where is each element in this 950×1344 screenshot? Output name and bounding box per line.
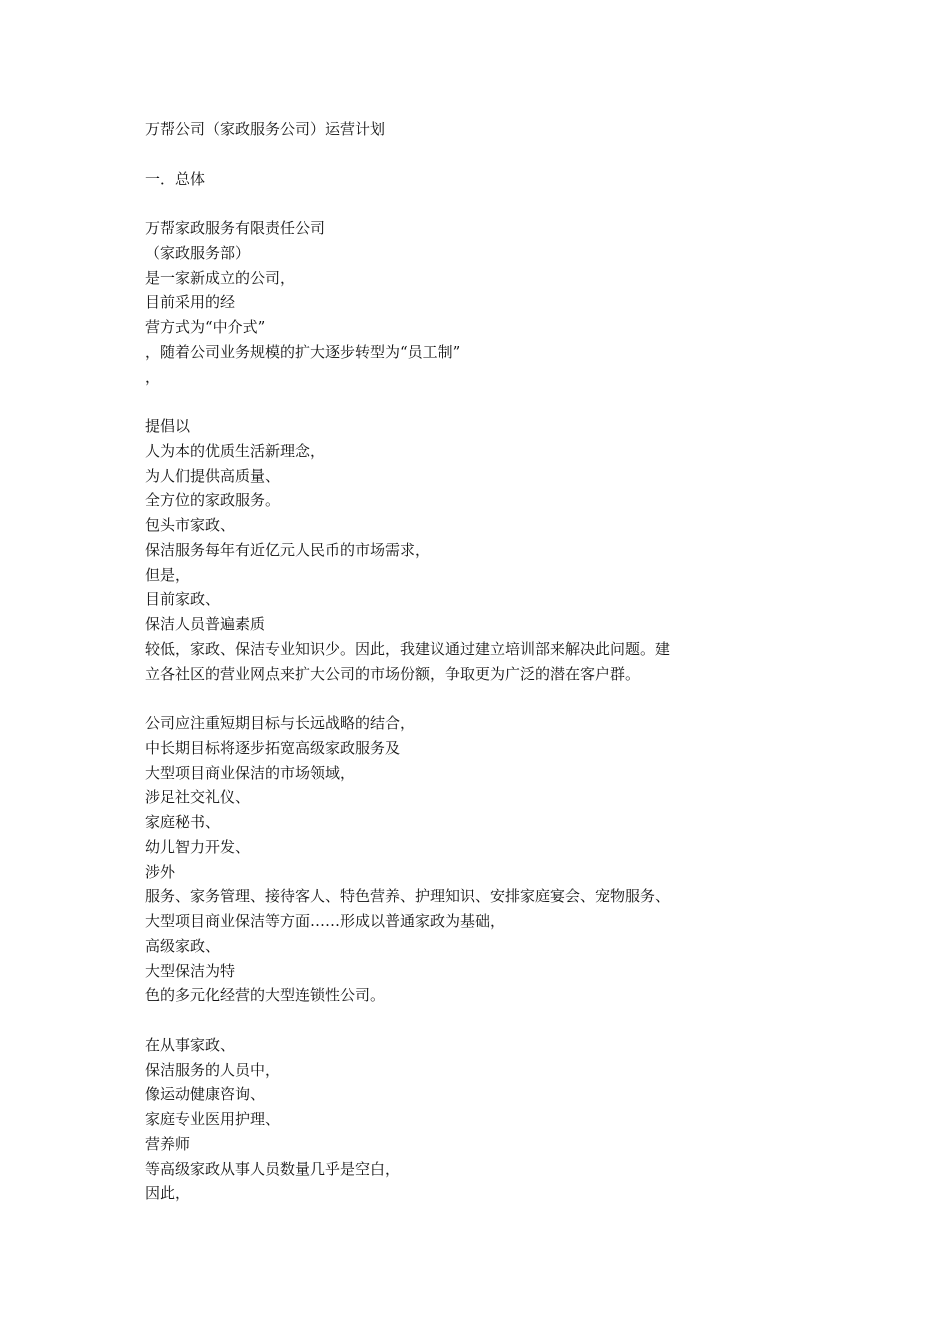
text-line: 营方式为“中介式”: [145, 318, 266, 336]
paragraph-4: [145, 1033, 765, 1206]
document-title: 万帮公司（家政服务公司）运营计划: [145, 120, 386, 138]
text-line: 但是，: [145, 565, 191, 584]
text-line: 为人们提供高质量、: [145, 466, 281, 485]
text-line: 家庭秘书、: [145, 813, 221, 831]
text-line: 像运动健康咨询、: [145, 1085, 266, 1104]
text-line: 等高级家政从事人员数量几乎是空白，: [145, 1159, 401, 1178]
text-line: 立各社区的营业网点来扩大公司的市场份额，争取更为广泛的潜在客户群。: [145, 664, 641, 683]
section-heading: 一．总体: [145, 169, 206, 188]
text-line: 高级家政、: [145, 936, 221, 955]
text-line: 全方位的家政服务。: [145, 491, 281, 510]
text-line: 大型项目商业保洁的市场领域，: [145, 763, 356, 782]
document-page: [145, 117, 765, 1206]
spacer: [145, 1008, 765, 1033]
text-line: 人为本的优质生活新理念，: [145, 441, 326, 460]
text-line: 提倡以: [145, 417, 191, 435]
text-line: 服务、家务管理、接待客人、特色营养、护理知识、安排家庭宴会、宠物服务、: [145, 887, 671, 906]
text-line: 万帮家政服务有限责任公司: [145, 219, 326, 237]
text-line: 因此，: [145, 1184, 191, 1203]
paragraph-1: [145, 216, 765, 389]
paragraph-3: [145, 711, 765, 1008]
text-line: 目前家政、: [145, 590, 221, 609]
text-line: 是一家新成立的公司，: [145, 268, 296, 287]
spacer: [145, 191, 765, 216]
text-line: ，随着公司业务规模的扩大逐步转型为“员工制”: [145, 342, 461, 361]
text-line: （家政服务部）: [145, 243, 251, 262]
text-line: 色的多元化经营的大型连锁性公司。: [145, 986, 386, 1005]
text-line: 保洁服务的人员中，: [145, 1060, 281, 1079]
text-line: 大型保洁为特: [145, 961, 236, 980]
text-line: 家庭专业医用护理、: [145, 1110, 281, 1128]
text-line: 公司应注重短期目标与长远战略的结合，: [145, 714, 416, 732]
text-line: 目前采用的经: [145, 293, 236, 312]
text-line: 营养师: [145, 1134, 191, 1153]
text-line: 较低，家政、保洁专业知识少。因此，我建议通过建立培训部来解决此问题。建: [145, 639, 671, 658]
spacer: [145, 389, 765, 414]
text-line: 涉外: [145, 862, 176, 881]
spacer: [145, 686, 765, 711]
spacer: [145, 142, 765, 167]
text-line: 涉足社交礼仪、: [145, 788, 251, 807]
paragraph-2: [145, 414, 765, 686]
text-line: 保洁人员普遍素质: [145, 615, 266, 633]
text-line: ，: [145, 367, 161, 386]
text-line: 包头市家政、: [145, 516, 236, 534]
text-line: 中长期目标将逐步拓宽高级家政服务及: [145, 738, 401, 757]
text-line: 幼儿智力开发、: [145, 837, 251, 856]
text-line: 大型项目商业保洁等方面……形成以普通家政为基础，: [145, 912, 506, 930]
text-line: 保洁服务每年有近亿元人民币的市场需求，: [145, 540, 431, 559]
text-line: 在从事家政、: [145, 1035, 236, 1054]
